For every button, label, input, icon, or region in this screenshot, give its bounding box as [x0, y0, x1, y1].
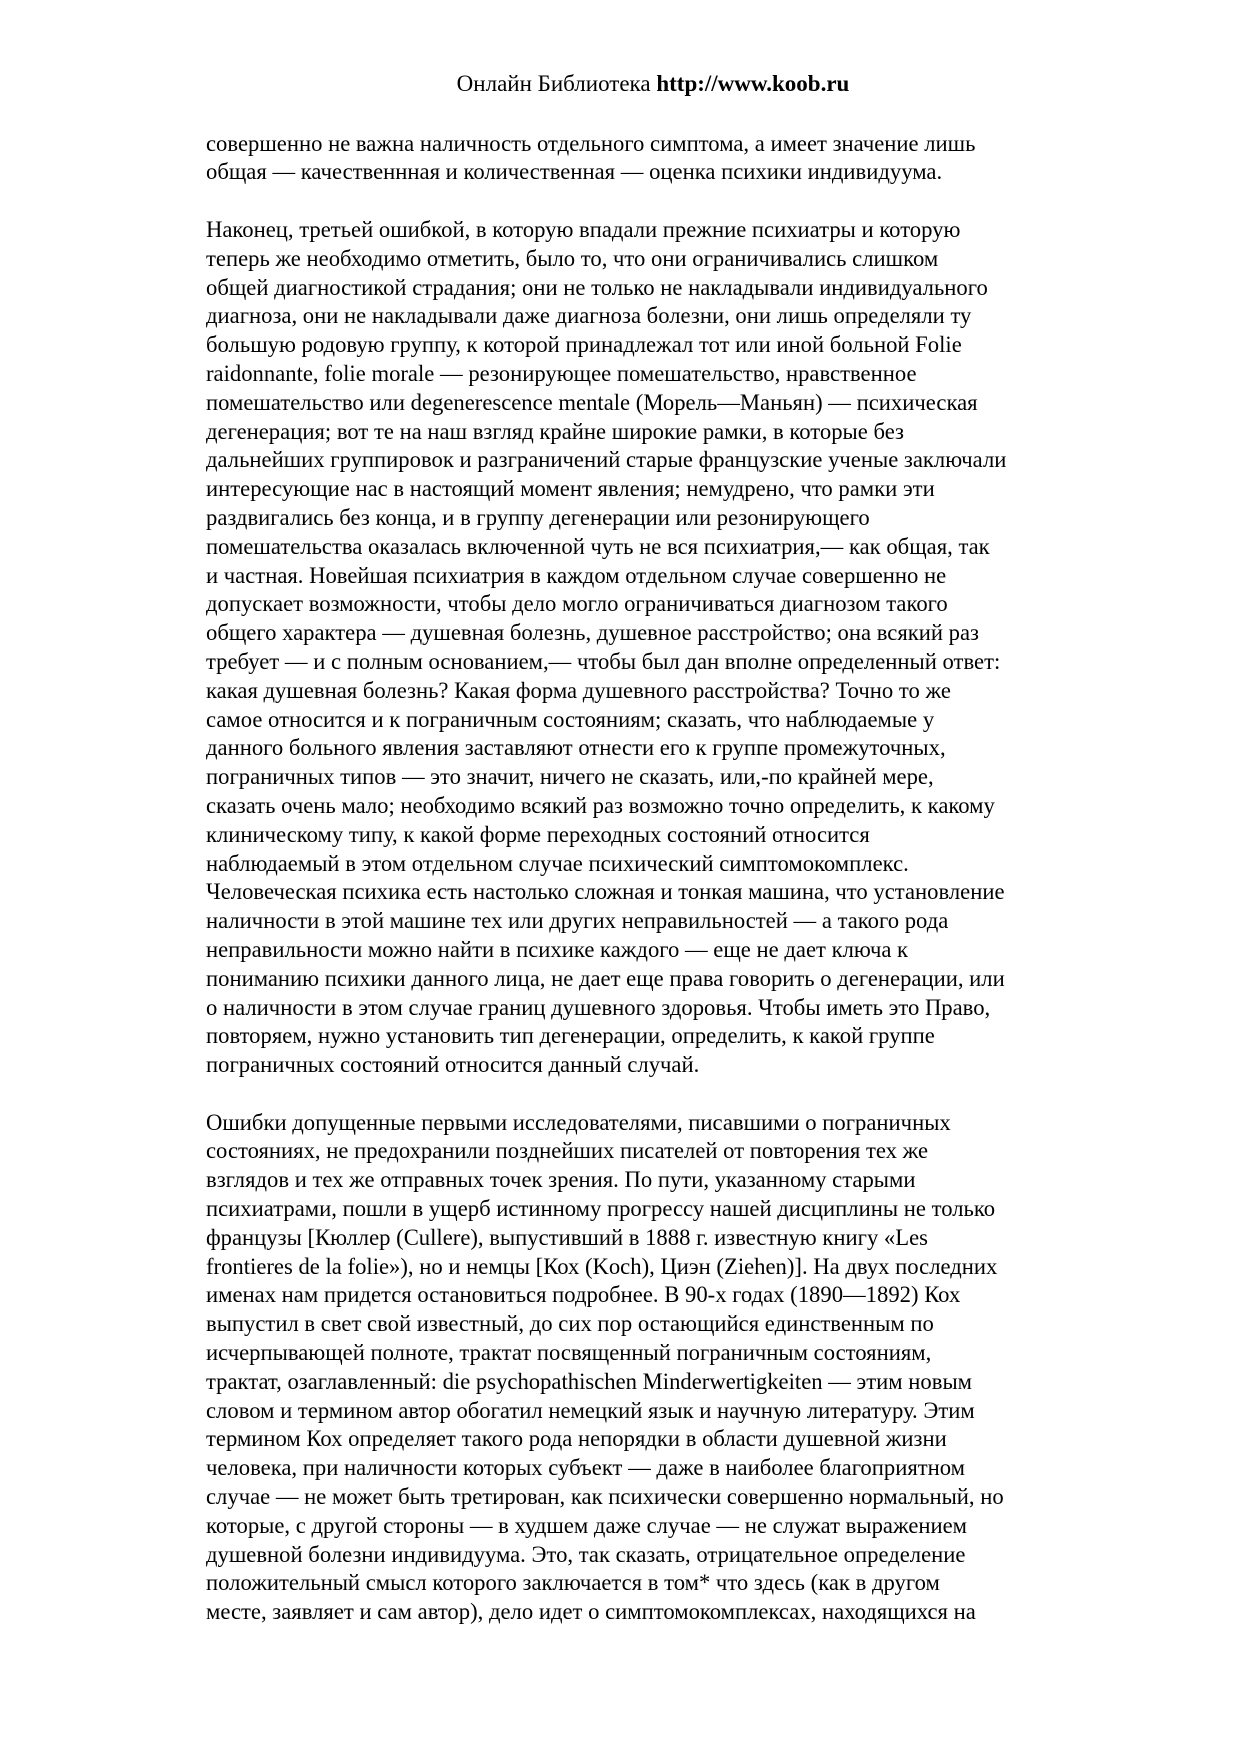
text-line: повторяем, нужно установить тип дегенерации, определить, к какой группе [206, 1023, 935, 1049]
header-site-link[interactable]: http://www.koob.ru [656, 71, 850, 96]
text-line: термином Кох определяет такого рода непорядки в области душевной жизни [206, 1426, 947, 1452]
text-line: совершенно не важна наличность отдельного симптома, а имеет значение лишь [206, 130, 976, 156]
text-line: интересующие нас в настоящий момент явления; немудрено, что рамки эти [206, 476, 935, 502]
text-line: допускает возможности, чтобы дело могло ограничиваться диагнозом такого [206, 591, 948, 617]
text-line: общего характера — душевная болезнь, душевное расстройство; она всякий раз [206, 620, 980, 646]
text-line: Наконец, третьей ошибкой, в которую впадали прежние психиатры и которую [206, 216, 961, 242]
text-line: дальнейших группировок и разграничений старые французские ученые заключали [206, 447, 1007, 473]
text-line: диагноза, они не накладывали даже диагноза болезни, они лишь определяли ту [206, 303, 972, 329]
page-header [0, 70, 1240, 98]
text-line: клиническому типу, к какой форме переходных состояний относится [206, 821, 870, 847]
text-line: Ошибки допущенные первыми исследователями, писавшими о пограничных [206, 1109, 951, 1135]
text-line: случае — не может быть третирован, как психически совершенно нормальный, но [206, 1484, 1004, 1510]
text-line: состояниях, не предохранили позднейших писателей от повторения тех же [206, 1138, 929, 1164]
text-line: raidonnante, folie morale — резонирующее помешательство, нравственное [206, 360, 917, 386]
text-line: наблюдаемый в этом отдельном случае психический симптомокомплекс. [206, 850, 909, 876]
text-line: душевной болезни индивидуума. Это, так сказать, отрицательное определение [206, 1541, 966, 1567]
text-line: наличности в этой машине тех или других неправильностей — а такого рода [206, 908, 949, 934]
text-line: дегенерация; вот те на наш взгляд крайне широкие рамки, в которые без [206, 418, 904, 444]
paragraph [206, 130, 1019, 188]
text-line: помешательства оказалась включенной чуть не вся психиатрия,— как общая, так [206, 533, 990, 559]
text-line: общая — качественнная и количественная — оценка психики индивидуума. [206, 159, 943, 185]
text-line: которые, с другой стороны — в худшем даже случае — не служат выражением [206, 1512, 968, 1538]
text-line: сказать очень мало; необходимо всякий раз возможно точно определить, к какому [206, 792, 995, 818]
text-line: выпустил в свет свой известный, до сих пор остающийся единственным по [206, 1311, 934, 1337]
text-line: человека, при наличности которых субъект — даже в наиболее благоприятном [206, 1455, 966, 1481]
text-line: самое относится и к пограничным состояниям; сказать, что наблюдаемые у [206, 706, 935, 732]
text-line: словом и термином автор обогатил немецкий язык и научную литературу. Этим [206, 1397, 975, 1423]
text-line: frontieres de la folie»), но и немцы [Кох (Koch), Циэн (Ziehen)]. На двух последних [206, 1253, 998, 1279]
paragraph [206, 1109, 1019, 1627]
text-line: о наличности в этом случае границ душевного здоровья. Чтобы иметь это Право, [206, 994, 991, 1020]
text-line: пограничных типов — это значит, ничего не сказать, или,-по крайней мере, [206, 764, 934, 790]
text-line: Человеческая психика есть настолько сложная и тонкая машина, что установление [206, 879, 1005, 905]
text-line: исчерпывающей полноте, трактат посвященный пограничным состояниям, [206, 1340, 932, 1366]
text-line: положительный смысл которого заключается в том* что здесь (как в другом [206, 1570, 940, 1596]
text-line: неправильности можно найти в психике каждого — еще не дает ключа к [206, 936, 909, 962]
text-line: психиатрами, пошли в ущерб истинному прогрессу нашей дисциплины не только [206, 1196, 996, 1222]
text-line: какая душевная болезнь? Какая форма душевного расстройства? Точно то же [206, 677, 951, 703]
text-line: трактат, озаглавленный: die psychopathischen Minderwertigkeiten — этим новым [206, 1368, 973, 1394]
text-line: пограничных состояний относится данный случай. [206, 1052, 700, 1078]
text-line: раздвигались без конца, и в группу дегенерации или резонирующего [206, 504, 870, 530]
text-line: французы [Кюллер (Cullere), выпустивший в 1888 г. известную книгу «Les [206, 1224, 928, 1250]
header-library-label: Онлайн Библиотека [456, 71, 651, 96]
text-line: данного больного явления заставляют отнести его к группе промежуточных, [206, 735, 946, 761]
text-line: общей диагностикой страдания; они не только не накладывали индивидуального [206, 274, 988, 300]
text-line: взглядов и тех же отправных точек зрения. По пути, указанному старыми [206, 1167, 916, 1193]
text-line: теперь же необходимо отметить, было то, что они ограничивались слишком [206, 245, 939, 271]
text-line: пониманию психики данного лица, не дает еще права говорить о дегенерации, или [206, 965, 1005, 991]
text-line: месте, заявляет и сам автор), дело идет о симптомокомплексах, находящихся на [206, 1599, 976, 1625]
text-line: большую родовую группу, к которой принадлежал тот или иной больной Folie [206, 332, 962, 358]
paragraph [206, 216, 1019, 1080]
text-line: требует — и с полным основанием,— чтобы был дан вполне определенный ответ: [206, 648, 1001, 674]
text-line: помешательство или degenerescence mentale (Морель—Маньян) — психическая [206, 389, 978, 415]
document-body [206, 130, 1019, 1656]
text-line: и частная. Новейшая психиатрия в каждом отдельном случае совершенно не [206, 562, 947, 588]
text-line: именах нам придется остановиться подробнее. В 90-х годах (1890—1892) Кох [206, 1282, 961, 1308]
